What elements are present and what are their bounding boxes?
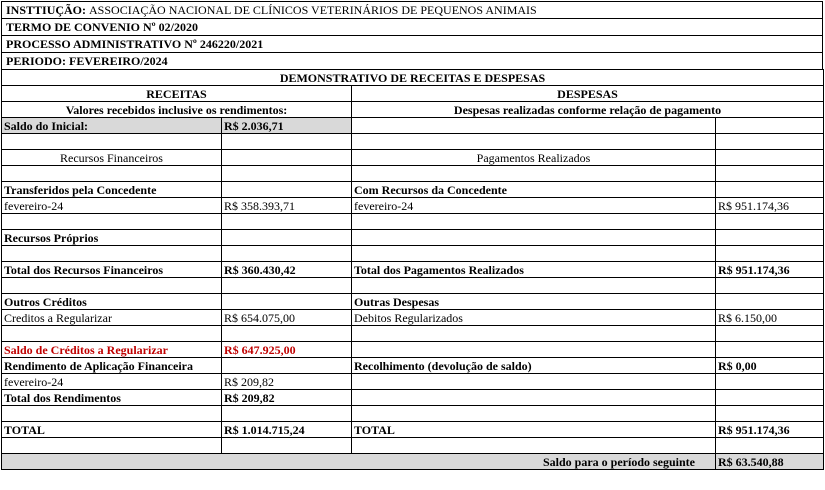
saldo-inicial-label: Saldo do Inicial: [2, 118, 222, 134]
rendimento-value: R$ 209,82 [222, 374, 352, 390]
creditos-regularizar-label: Creditos a Regularizar [2, 310, 222, 326]
total-rendimentos-value: R$ 209,82 [222, 390, 352, 406]
payment-month: fevereiro-24 [352, 198, 716, 214]
total-despesas-label: TOTAL [352, 422, 716, 438]
total-pagamentos-label: Total dos Pagamentos Realizados [352, 262, 716, 278]
termo-row: TERMO DE CONVENIO Nº 02/2020 [1, 18, 823, 35]
total-receitas-label: TOTAL [2, 422, 222, 438]
periodo-row: PERIODO: FEVEREIRO/2024 [1, 52, 823, 69]
receitas-subtitle: Valores recebidos inclusive os rendimentos: [2, 102, 352, 118]
receitas-title: RECEITAS [2, 86, 352, 102]
creditos-regularizar-value: R$ 654.075,00 [222, 310, 352, 326]
statement-table [1, 69, 824, 470]
rendimento-month: fevereiro-24 [2, 374, 222, 390]
saldo-seguinte-label: Saldo para o período seguinte [2, 454, 716, 470]
recolhimento-label: Recolhimento (devolução de saldo) [352, 358, 716, 374]
outras-despesas-label: Outras Despesas [352, 294, 716, 310]
total-pagamentos-value: R$ 951.174,36 [716, 262, 824, 278]
debitos-regularizados-label: Debitos Regularizados [352, 310, 716, 326]
statement-title: DEMONSTRATIVO DE RECEITAS E DESPESAS [2, 70, 824, 86]
institution-label: INSTTIUÇÃO: [6, 3, 87, 17]
total-receitas-value: R$ 1.014.715,24 [222, 422, 352, 438]
transferidos-label: Transferidos pela Concedente [2, 182, 222, 198]
saldo-creditos-label: Saldo de Créditos a Regularizar [2, 342, 222, 358]
recolhimento-value: R$ 0,00 [716, 358, 824, 374]
recursos-proprios-label: Recursos Próprios [2, 230, 222, 246]
total-rendimentos-label: Total dos Rendimentos [2, 390, 222, 406]
total-recursos-value: R$ 360.430,42 [222, 262, 352, 278]
institution-row [1, 1, 823, 18]
rendimento-label: Rendimento de Aplicação Financeira [2, 358, 222, 374]
institution-name: ASSOCIAÇÃO NACIONAL DE CLÍNICOS VETERINÁRIOS DE PEQUENOS ANIMAIS [89, 3, 537, 17]
saldo-inicial-value: R$ 2.036,71 [222, 118, 352, 134]
transfer-value: R$ 358.393,71 [222, 198, 352, 214]
total-recursos-label: Total dos Recursos Financeiros [2, 262, 222, 278]
despesas-title: DESPESAS [352, 86, 824, 102]
recursos-financeiros-heading: Recursos Financeiros [2, 150, 222, 166]
payment-value: R$ 951.174,36 [716, 198, 824, 214]
despesas-subtitle: Despesas realizadas conforme relação de pagamento [352, 102, 824, 118]
outros-creditos-label: Outros Créditos [2, 294, 222, 310]
saldo-creditos-value: R$ 647.925,00 [222, 342, 352, 358]
saldo-seguinte-value: R$ 63.540,88 [716, 454, 824, 470]
pagamentos-realizados-heading: Pagamentos Realizados [352, 150, 716, 166]
processo-row: PROCESSO ADMINISTRATIVO Nº 246220/2021 [1, 35, 823, 52]
com-recursos-label: Com Recursos da Concedente [352, 182, 716, 198]
total-despesas-value: R$ 951.174,36 [716, 422, 824, 438]
transfer-month: fevereiro-24 [2, 198, 222, 214]
debitos-regularizados-value: R$ 6.150,00 [716, 310, 824, 326]
